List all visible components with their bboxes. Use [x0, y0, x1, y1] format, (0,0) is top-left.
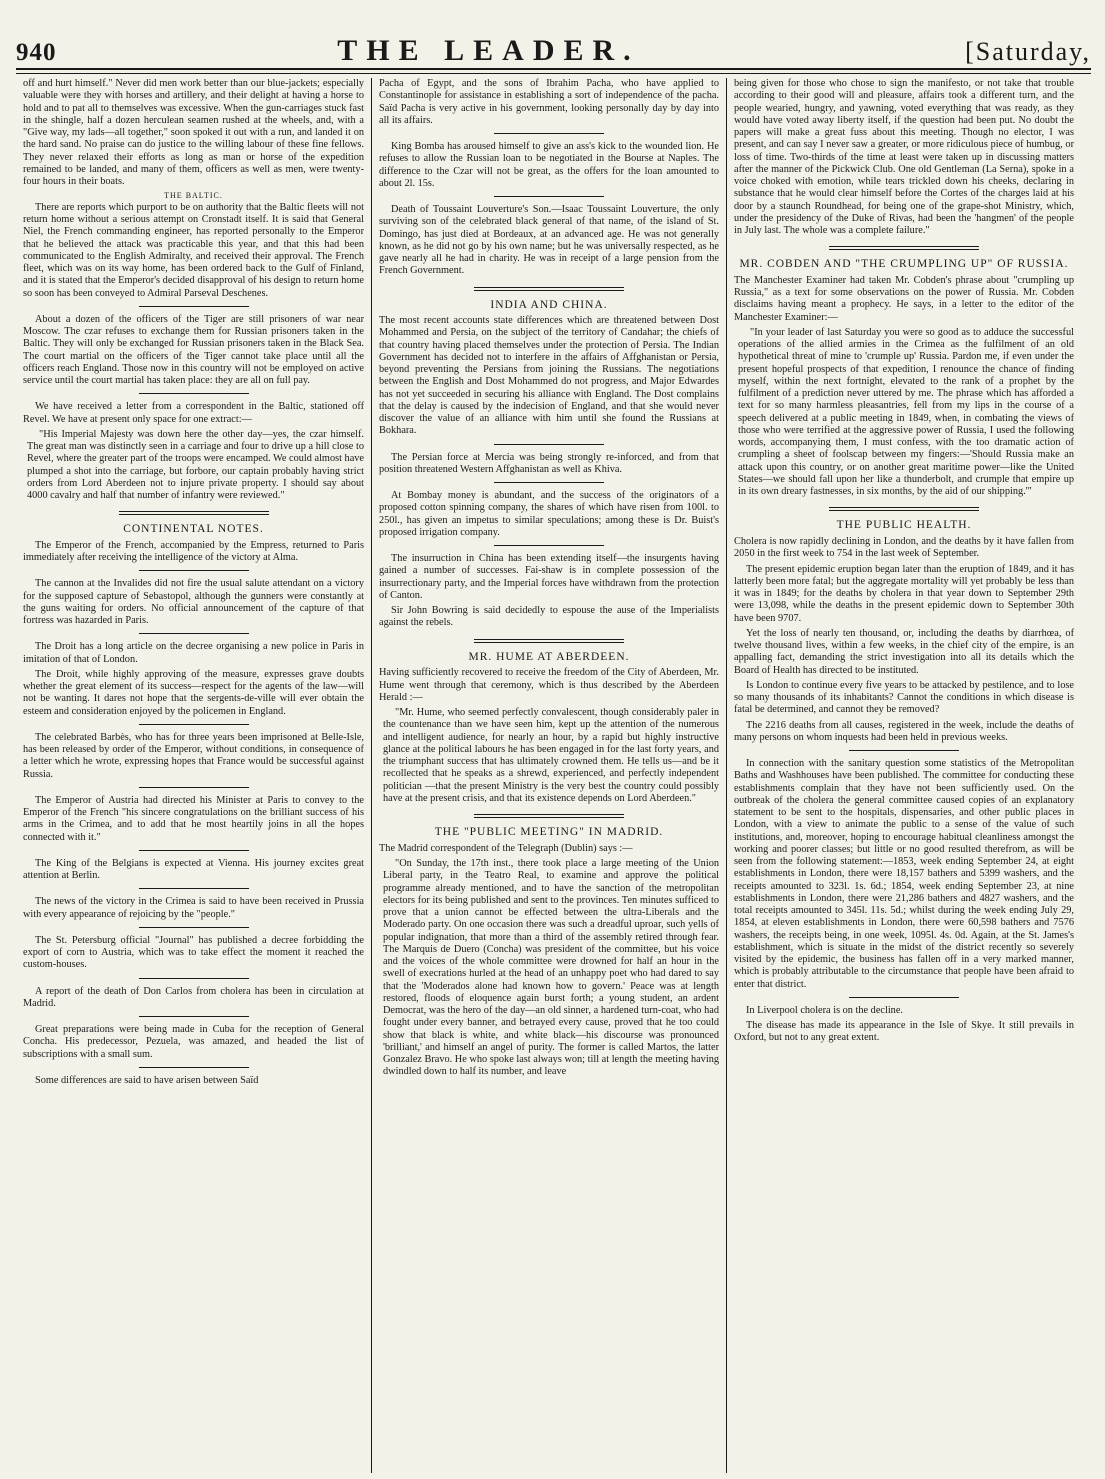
section-divider — [474, 639, 624, 643]
article-paragraph: Great preparations were being made in Cuba for the reception of General Concha. His predecessor, Pezuela, was amazed, and headed the list of subscriptions with a small sum. — [23, 1024, 364, 1060]
section-divider — [474, 287, 624, 291]
divider — [494, 444, 604, 445]
article-paragraph: In Liverpool cholera is on the decline. — [746, 1004, 903, 1016]
article-paragraph: Some differences are said to have arisen between Saïd — [35, 1074, 259, 1086]
article-paragraph: The cannon at the Invalides did not fire the usual salute attendant on a victory for the supposed capture of Sebastopol, although the gunners were constantly at the guns waiting for orders. No official announcement of the capture of that fortress was hazarded in Paris. — [23, 578, 364, 627]
article-paragraph: The disease has made its appearance in the Isle of Skye. It still prevails in Oxford, but not to any great extent. — [734, 1020, 1074, 1044]
column-3 — [726, 78, 1081, 1473]
article-paragraph: The celebrated Barbès, who has for three years been imprisoned at Belle-Isle, has been released by order of the Emperor, without conditions, in consequence of a letter which he wrote, expressing hopes that France would be successful against Russia. — [23, 731, 364, 780]
article-paragraph: The insurruction in China has been extending itself—the insurgents having gained a number of successes. Fai-shaw is in complete possession of the insurrectionary party, and the Imperial forces have withdrawn from the protection of Canton. — [379, 553, 719, 601]
article-paragraph: Having sufficiently recovered to receive the freedom of the City of Aberdeen, Mr. Hume went through that ceremony, which is thus described by the Aberdeen Herald :— — [379, 667, 719, 703]
article-paragraph: At Bombay money is abundant, and the success of the originators of a proposed cotton spinning company, the shares of which have risen from 100l. to 250l., has given an impetus to similar speculations; among these is Dr. Buist's proposed irrigation company. — [379, 490, 719, 538]
divider — [139, 724, 249, 725]
article-paragraph: Pacha of Egypt, and the sons of Ibrahim Pacha, who have applied to Constantinople for assistance in establishing a sort of independence of the pacha. Saïd Pacha is very active in his government, looking personally day by day into all its affairs. — [379, 78, 719, 126]
masthead — [16, 34, 1091, 70]
divider — [494, 196, 604, 197]
section-divider — [474, 814, 624, 818]
section-subhead-baltic: THE BALTIC. — [164, 191, 223, 201]
section-divider — [119, 511, 269, 515]
divider — [849, 750, 959, 751]
masthead-rule — [16, 70, 1091, 74]
article-paragraph: Is London to continue every five years to be attacked by pestilence, and to lose so many thousands of its inhabitants? Cannot the conditions in which disease is fatal be determined, and cannot they be removed? — [734, 679, 1074, 716]
divider — [139, 306, 249, 307]
article-paragraph: The Droit, while highly approving of the measure, expresses grave doubts whether the great element of its success—respect for the agents of the law—will not be wanting. It dares not hope that the sergents-de-ville will ever obtain the esteem and consideration enjoyed by the policemen in England. — [23, 668, 364, 717]
article-paragraph: There are reports which purport to be on authority that the Baltic fleets will not return home without a serious attempt on Cronstadt itself. It is said that General Niel, the French commanding engineer, has reported personally to the Emperor that he believed the attack was practicable this year, and that this had been communicated to the English Admiralty, and received their approval. The French fleet, which was on its way home, has been ordered back to the Gulf of Finland, and it is stated that the Emperor's decided disapproval of his design to return home so soon has been conveyed to Admiral Parseval Deschenes. — [23, 201, 364, 299]
article-paragraph: Sir John Bowring is said decidedly to espouse the ause of the Imperialists against the rebels. — [379, 605, 719, 629]
article-quote: "On Sunday, the 17th inst., there took place a large meeting of the Union Liberal party, in the Teatro Real, to examine and approve the political programme already mentioned, and to have the sanction of the metropolitan electors for its being published and sent to the provinces. Ten minutes sufficed to prove that a union cannot be effected between the ultra-Liberals and the Moderado party. On one occasion there was such a dreadful uproar, such yells of popular indignation, that more than a third of the assembly retired through fear. The Marquis de Duero (Concha) was president of the committee, but his voice and the voices of the whole committee were drowned for half an hour in the swell of execrations hurled at the head of an unhappy poet who had dared to say that the 'Moderados alone had known how to govern.' Peace was at length restored, floods of eloquence again burst forth; a young student, an ardent Democrat, was the hero of the day—an old sinner, a hardened turn-coat, who had fought under every banner, and betrayed every cause, proved that he too could show that black is white, and white black—his discourse was pronounced 'brilliant,' and himself an angel of purity. The former is called Martos, the latter Gonzalez Bravo. He who spoke last always won; till at length the meeting having dwindled down to half its number, and leave — [383, 858, 719, 1078]
article-paragraph: The news of the victory in the Crimea is said to have been received in Prussia with every appearance of rejoicing by the "people." — [23, 896, 364, 920]
divider — [139, 978, 249, 979]
section-heading-continental-notes: CONTINENTAL NOTES. — [123, 523, 264, 536]
divider — [139, 633, 249, 634]
page-number: 940 — [16, 39, 57, 66]
section-heading-cobden: MR. COBDEN AND "THE CRUMPLING UP" OF RUSSIA. — [739, 258, 1069, 271]
divider — [139, 927, 249, 928]
article-paragraph: The Madrid correspondent of the Telegraph (Dublin) says :— — [379, 842, 633, 854]
section-heading-madrid-meeting: THE "PUBLIC MEETING" IN MADRID. — [434, 826, 664, 839]
divider — [139, 1016, 249, 1017]
article-paragraph: The Persian force at Mercia was being strongly re-inforced, and from that position threatened Western Affghanistan as well as Khiva. — [379, 451, 719, 475]
column-2 — [371, 78, 726, 1473]
section-heading-public-health: THE PUBLIC HEALTH. — [836, 519, 972, 532]
article-paragraph: off and hurt himself." Never did men work better than our blue-jackets; especially valuable were they with horses and artillery, and their delight at having a horse to hold and to pat all to themselves was excessive. When the gun-carriages stuck fast in the shingle, half a dozen herculean seamen rushed at the wheels, and, with a "Give way, my lads—all together," soon spoked it out with a run, and landed it on the hard sand. No praise can do justice to the willing labour of these fine fellows. They never relaxed their efforts as long as man or horse of the expedition remained to be landed, and many of them, officers as well as men, were twenty-four hours in their boats. — [23, 78, 364, 187]
divider — [494, 545, 604, 546]
article-quote: "In your leader of last Saturday you were so good as to adduce the successful operations of the allied armies in the Crimea as the fulfilment of an old hypothetical threat of mine to 'crumple up' Russia. Pardon me, if even under the present hopeful prospects of that expedition, I renounce the chance of finding myself, within the next fortnight, elevated to the rank of a prophet by the fulfilment of a prediction never uttered by me. The phrase which has afforded a text for so many harmless pleasantries, fell from my lips in the course of a speech delivered at a public meeting in 1849, when, in combating the views of those who were terrified at the aggressive power of Russia, I used the following words, accompanying them, I must confess, with the too dramatic action of crumpling a sheet of foolscap between my fingers:—'Should Russia make an attack upon this country, or on another great maritime power—like the United States—we should fall upon her like a thunderbolt, and crumple that empire up in its own dreary fastnesses, in six months, by the aid of our shipping.'" — [738, 326, 1074, 498]
article-paragraph: The St. Petersburg official "Journal" has published a decree forbidding the export of corn to Austria, which was to take effect the moment it reached the custom-houses. — [23, 934, 364, 971]
article-paragraph: The Emperor of the French, accompanied by the Empress, returned to Paris immediately after receiving the intelligence of the victory at Alma. — [23, 539, 364, 564]
divider — [139, 1067, 249, 1068]
columns — [16, 78, 1091, 1473]
section-divider — [829, 507, 979, 511]
article-paragraph: The Emperor of Austria had directed his Minister at Paris to convey to the Emperor of the French "his sincere congratulations on the brilliant success of his arms in the Crimea, and to add that he most heartily joins in all the hopes connected with it." — [23, 794, 364, 843]
divider — [139, 888, 249, 889]
article-paragraph: Cholera is now rapidly declining in London, and the deaths by it have fallen from 2050 in the first week to 754 in the last week of September. — [734, 536, 1074, 560]
article-quote: "His Imperial Majesty was down here the other day—yes, the czar himself. The great man was distinctly seen in a carriage and four to drive up a hill close to Revel, where the greater part of the troops were encamped. We could almost have plumped a shot into the carriage, but forbore, our captain probably having strict orders from Lord Aberdeen not to injure private property. I should say about 4000 cavalry and half that number of infantry were reviewed." — [27, 428, 364, 502]
section-heading-hume-aberdeen: MR. HUME AT ABERDEEN. — [468, 650, 630, 663]
column-1 — [16, 78, 371, 1473]
article-paragraph: In connection with the sanitary question some statistics of the Metropolitan Baths and Washhouses have been published. The committee for conducting these establishments complain that they have not been sufficiently used. On the outbreak of the cholera the general committee caused copies of an explanatory statement to be sent to the hospitals, dispensaries, and other public places in London, with a view to animate the public to a sense of the value of such institutions, and, moreover, hoping to encourage habitual cleanliness amongst the working and poorer classes; but little or no good resulted therefrom, as will be seen from the following statement:—1853, week ending September 24, at eight establishments in London, there were 18,157 bathers and 5399 washers, and the receipts amounted to 323l. 1s. 6d.; 1854, week ending September 23, at nine establishments in London, there were 21,286 bathers and 4827 washers, and the total receipts amounted to 345l. 11s. 5d.; whilst during the week ending July 29, 1854, at eleven establishments in London, there were 60,598 bathers and 7576 washers, the receipts being, in one week, 1095l. 4s. 0d. Again, at the St. James's establishment, which is situate in the midst of the district recently so severely visited by the epidemic, the business has fallen off in a very marked manner, which is probably attributable to the circumstance that people have been afraid to enter that district. — [734, 758, 1074, 990]
paper-title: THE LEADER. — [337, 34, 640, 67]
article-paragraph: The present epidemic eruption began later than the eruption of 1849, and it has latterly been more fatal; but the aggregate mortality will yet probably be less than it was in 1849; for the deaths by cholera in that year down to September 29th were 13,098, while the deaths in the present epidemic down to September 30th have been 9707. — [734, 563, 1074, 624]
article-paragraph: King Bomba has aroused himself to give an ass's kick to the wounded lion. He refuses to allow the Russian loan to be negotiated in the Bourse at Naples. The difference to the Czar will not be great, as the offers for the loan amounted to about 2l. 15s. — [379, 141, 719, 189]
section-divider — [829, 246, 979, 250]
article-paragraph: The Droit has a long article on the decree organising a new police in Paris in imitation of that of London. — [23, 641, 364, 665]
article-paragraph: The most recent accounts state differences which are threatened between Dost Mohammed and Persia, on the subject of the territory of Candahar; the chiefs of that country having placed themselves under the protection of Persia. The Indian Government has decided not to interfere in the affairs of Affghanistan or Persia, beyond preventing the Persians from joining the Russians. The negotiations between the English and Dost Mohammed do not progress, and Major Edwardes has not yet succeeded in securing his alliance with England. The Dost complains that the delay is caused by the indecision of England, and that she would never discover the value of an alliance with him until she found the Russians at Bokhara. — [379, 315, 719, 437]
article-paragraph: We have received a letter from a correspondent in the Baltic, stationed off Revel. We have at present only space for one extract:— — [23, 401, 364, 425]
divider — [139, 850, 249, 851]
article-paragraph: Death of Toussaint Louverture's Son.—Isaac Toussaint Louverture, the only surviving son of the celebrated black general of that name, of the island of St. Domingo, has just died at Bordeaux, at an advanced age. He was not generally known, as he did not go by his own name; but he was universally respected, as he gave nearly all he had in charity. He was in receipt of a large pension from the French Government. — [379, 204, 719, 277]
article-paragraph: A report of the death of Don Carlos from cholera has been in circulation at Madrid. — [23, 985, 364, 1009]
section-heading-india-china: INDIA AND CHINA. — [490, 298, 608, 311]
article-quote: "Mr. Hume, who seemed perfectly convalescent, though considerably paler in the countenance than we have seen him, kept up the attention of the numerous and intelligent audience, for nearly an hour, by a rapid but highly instructive glance at the political labours he has been engaged in for the last forty years, and the triumphant success that has ultimately crowned them. He tells us—and be it recollected that he speaks as a shrewd, experienced, and perfectly independent politician —that the present Ministry is the very best the country could possibly have at the present crisis, and that its existence depends on Lord Aberdeen." — [383, 707, 719, 804]
article-paragraph: Yet the loss of nearly ten thousand, or, including the deaths by diarrhœa, of twelve thousand lives, within a few weeks, in the chief city of the empire, is an appalling fact, demanding the strict investigation into all its details which the Board of Health has directed to be instituted. — [734, 627, 1074, 676]
article-paragraph: The King of the Belgians is expected at Vienna. His journey excites great attention at Berlin. — [23, 857, 364, 882]
divider — [849, 997, 959, 998]
article-paragraph: About a dozen of the officers of the Tiger are still prisoners of war near Moscow. The czar refuses to exchange them for Russian prisoners taken in the Baltic. They will only be exchanged for Russian prisoners taken in the Black Sea. The court martial on the officers of the Tiger cannot take place until all the officers reach England. Those now in this country will not be employed on active service until the court martial has taken place: they are all on full pay. — [23, 313, 364, 387]
article-paragraph: The 2216 deaths from all causes, registered in the week, include the deaths of many persons on whom inquests had been held in previous weeks. — [734, 719, 1074, 743]
divider — [139, 393, 249, 394]
divider — [139, 787, 249, 788]
issue-day: [Saturday, — [965, 37, 1091, 66]
article-paragraph: The Manchester Examiner had taken Mr. Cobden's phrase about "crumpling up Russia," as a text for some observations on the power of Russia. Mr. Cobden disclaims having meant a prophecy. He says, in a letter to the editor of the Manchester Examiner:— — [734, 274, 1074, 323]
divider — [494, 482, 604, 483]
divider — [139, 570, 249, 571]
article-paragraph: being given for those who chose to sign the manifesto, or not take that trouble according to their good will and pleasure, affairs took a different turn, and the people wearied, hungry, and yawning, voted everything that was ready, as they would have voted away liberty itself, if the question had been put. No doubt the papers will make a great fuss about this meeting. Though no elector, I was present, and can say I never saw a greater, or more ridiculous piece of humbug, or loss of time. Two-thirds of the time at least were taken up in discussing matters after the manner of the Pickwick Club. One old Gentleman (La Serna), spoke in a voice choked with emotion, while tears trickled down his cheeks, declaring in substance that he would clear himself before the Cortes of the charges laid at his door by a staunch Roundhead, for being one of the grape-shot Ministry, which, under the presidency of the Duke of Rivas, had been the 'hangmen' of the people in July last. The whole was a complete failure." — [734, 78, 1074, 236]
divider — [494, 133, 604, 134]
